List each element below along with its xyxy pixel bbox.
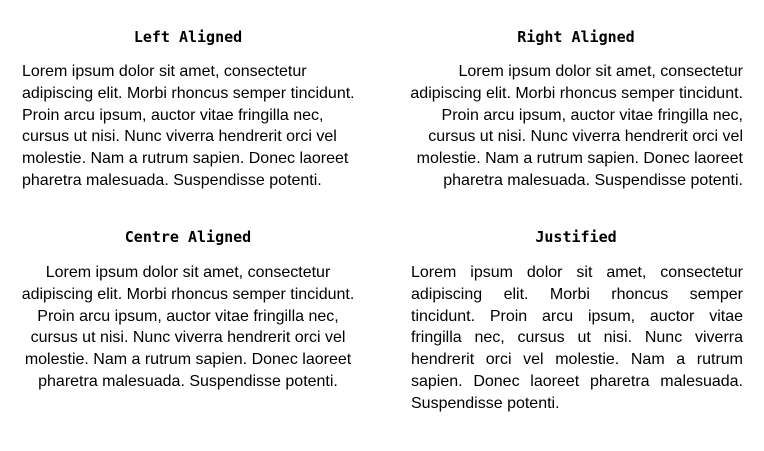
centre-aligned-panel	[18, 228, 358, 393]
left-aligned-heading: Left Aligned	[133, 28, 243, 46]
left-aligned-paragraph: Lorem ipsum dolor sit amet, consectetur adipiscing elit. Morbi rhoncus semper tincidunt. Proin arcu ipsum, auctor vitae fringilla nec, cursus ut nisi. Nunc viverra hendrerit orci vel molestie. Nam a rutrum sapien. Donec laoreet pharetra malesuada. Suspendisse potenti.	[22, 63, 355, 189]
justified-heading: Justified	[535, 228, 617, 246]
right-aligned-paragraph: Lorem ipsum dolor sit amet, consectetur adipiscing elit. Morbi rhoncus semper tincidunt. Proin arcu ipsum, auctor vitae fringilla nec, cursus ut nisi. Nunc viverra hendrerit orci vel molestie. Nam a rutrum sapien. Donec laoreet pharetra malesuada. Suspendisse potenti.	[410, 63, 743, 189]
left-aligned-panel	[18, 28, 358, 192]
justified-paragraph: Lorem ipsum dolor sit amet, consectetur adipiscing elit. Morbi rhoncus semper tincidunt. Proin arcu ipsum, auctor vitae fringilla nec, cursus ut nisi. Nunc viverra hendrerit orci vel molestie. Nam a rutrum sapien. Donec laoreet pharetra malesuada. Suspendisse potenti.	[411, 264, 743, 412]
right-aligned-heading: Right Aligned	[517, 28, 635, 46]
justified-panel	[406, 228, 746, 415]
right-aligned-panel	[406, 28, 746, 192]
centre-aligned-paragraph: Lorem ipsum dolor sit amet, consectetur adipiscing elit. Morbi rhoncus semper tincidunt. Proin arcu ipsum, auctor vitae fringilla nec, cursus ut nisi. Nunc viverra hendrerit orci vel molestie. Nam a rutrum sapien. Donec laoreet pharetra malesuada. Suspendisse potenti.	[21, 264, 355, 390]
centre-aligned-heading: Centre Aligned	[124, 228, 252, 246]
